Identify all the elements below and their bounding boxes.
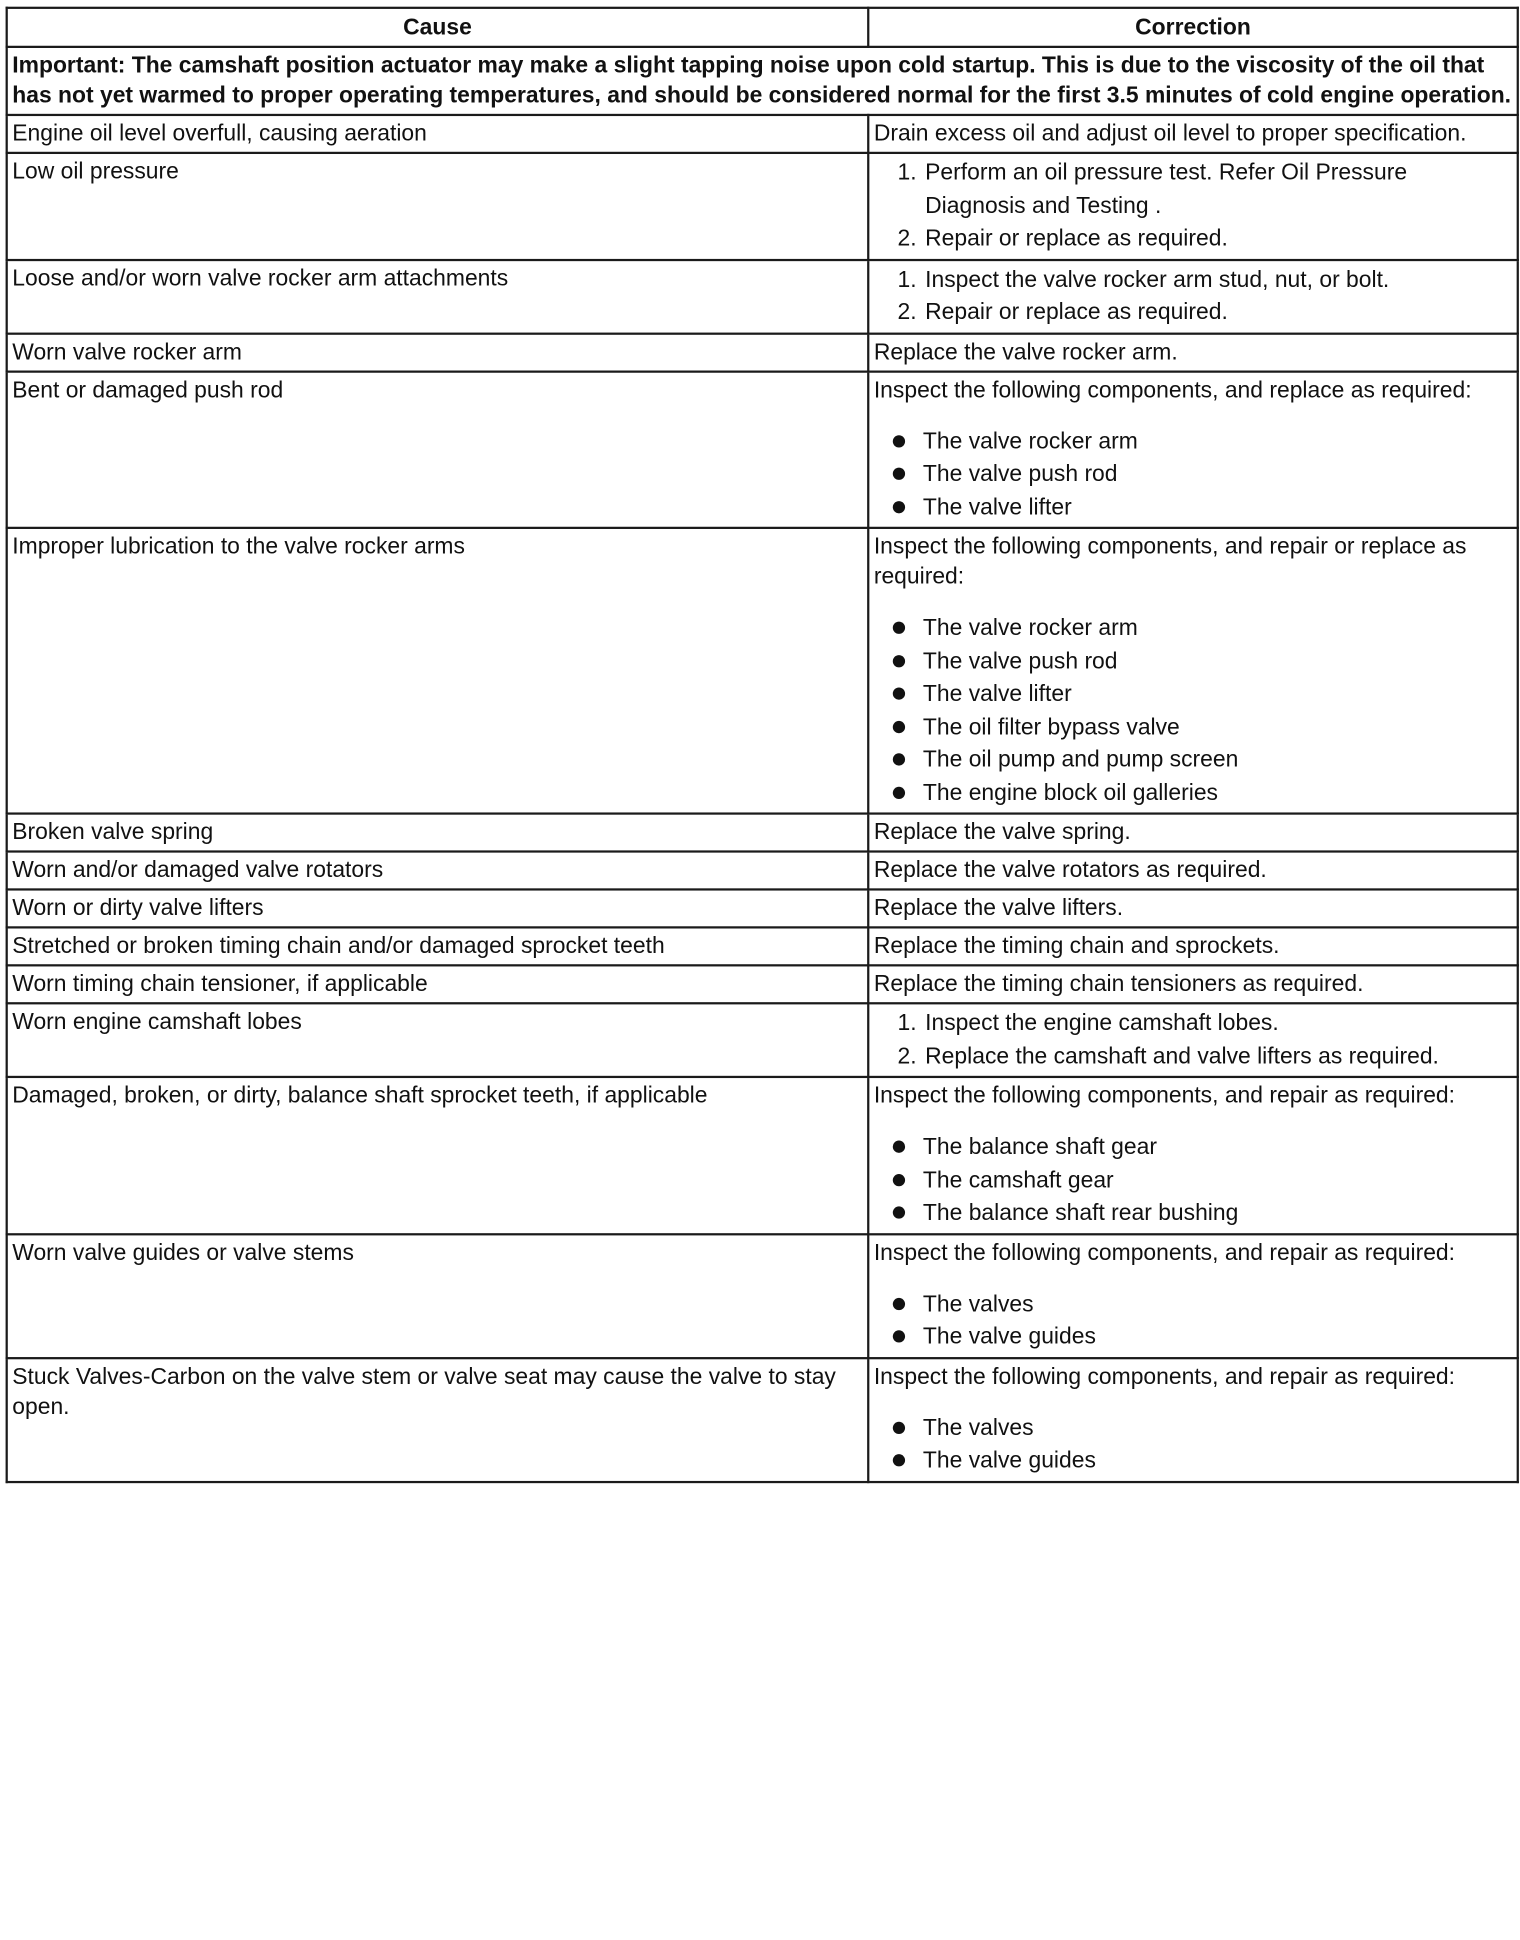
cause-cell: Improper lubrication to the valve rocker arms [7, 528, 869, 814]
table-row [7, 1358, 1518, 1482]
table-row [7, 1003, 1518, 1077]
cause-cell: Worn valve guides or valve stems [7, 1234, 869, 1358]
correction-text: Inspect the following components, and replace as required: [873, 376, 1472, 403]
component-list-item: The camshaft gear [923, 1163, 1512, 1196]
correction-text: Inspect the following components, and repair or replace as required: [873, 533, 1467, 590]
correction-text: Drain excess oil and adjust oil level to proper specification. [873, 120, 1467, 147]
table-row [7, 814, 1518, 852]
correction-text: Replace the valve lifters. [873, 895, 1124, 921]
correction-cell [868, 814, 1518, 852]
correction-cell [868, 927, 1518, 965]
table-row [7, 333, 1518, 371]
correction-text: Inspect the following components, and repair as required: [873, 1363, 1456, 1389]
correction-cell [868, 153, 1518, 260]
correction-text: Replace the valve spring. [873, 819, 1131, 845]
table-row [7, 1234, 1518, 1358]
correction-text: Replace the valve rotators as required. [873, 857, 1267, 883]
component-list-item: The oil pump and pump screen [923, 743, 1512, 776]
correction-steps [874, 156, 1512, 255]
component-list [874, 425, 1512, 524]
table-row [7, 1077, 1518, 1234]
correction-cell [868, 1003, 1518, 1077]
component-list-item: The balance shaft gear [923, 1131, 1512, 1164]
cause-cell: Low oil pressure [7, 153, 869, 260]
correction-column-header: Correction [868, 8, 1518, 47]
correction-text: Replace the valve rocker arm. [873, 338, 1178, 365]
correction-cell [868, 852, 1518, 890]
table-row [7, 927, 1518, 965]
correction-cell [868, 965, 1518, 1003]
cause-cell: Broken valve spring [7, 814, 869, 852]
table-row [7, 528, 1518, 814]
component-list-item: The oil filter bypass valve [923, 710, 1512, 743]
correction-cell [868, 1234, 1518, 1358]
component-list-item: The valve rocker arm [923, 425, 1512, 458]
component-list [874, 1131, 1512, 1230]
correction-steps [874, 1007, 1512, 1073]
table-row [7, 259, 1518, 333]
correction-cell [868, 889, 1518, 927]
cause-cell: Damaged, broken, or dirty, balance shaft sprocket teeth, if applicable [7, 1077, 869, 1234]
cause-cell: Engine oil level overfull, causing aeration [7, 115, 869, 153]
component-list-item: The valve guides [923, 1444, 1512, 1477]
correction-text: Replace the timing chain and sprockets. [873, 932, 1280, 959]
table-row [7, 889, 1518, 927]
component-list-item: The engine block oil galleries [923, 776, 1512, 809]
component-list [874, 612, 1512, 810]
component-list-item: The valve rocker arm [923, 612, 1512, 645]
component-list [874, 1411, 1512, 1477]
component-list-item: The valve push rod [923, 644, 1512, 677]
correction-text: Inspect the following components, and repair as required: [873, 1082, 1456, 1109]
table-row [7, 153, 1518, 260]
correction-text: Inspect the following components, and repair as required: [873, 1239, 1456, 1265]
component-list-item: The valves [923, 1287, 1512, 1320]
cause-cell: Bent or damaged push rod [7, 371, 869, 528]
important-note-row [7, 47, 1518, 115]
table-row [7, 371, 1518, 528]
correction-text: Replace the timing chain tensioners as required. [873, 970, 1364, 997]
cause-cell: Worn engine camshaft lobes [7, 1003, 869, 1077]
correction-step: 2. Replace the camshaft and valve lifters as required. [923, 1040, 1512, 1073]
component-list-item: The valve lifter [923, 677, 1512, 710]
component-list-item: The valve push rod [923, 458, 1512, 491]
correction-cell [868, 259, 1518, 333]
cause-column-header: Cause [7, 8, 869, 47]
table-row [7, 852, 1518, 890]
diagnosis-table [6, 7, 1519, 1483]
correction-cell [868, 1077, 1518, 1234]
correction-cell [868, 115, 1518, 153]
correction-cell [868, 333, 1518, 371]
important-note: Important: The camshaft position actuator may make a slight tapping noise upon cold startup. This is due to the viscosity of the oil that has not yet warmed to proper operating temperatures, and should be considered normal for the first 3.5 minutes of cold engine operation. [7, 47, 1518, 115]
correction-step: 1. Inspect the valve rocker arm stud, nut, or bolt. [923, 263, 1512, 296]
correction-steps [874, 263, 1512, 329]
component-list-item: The valves [923, 1411, 1512, 1444]
correction-step: 2. Repair or replace as required. [923, 222, 1512, 255]
cause-cell: Worn or dirty valve lifters [7, 889, 869, 927]
component-list-item: The valve lifter [923, 490, 1512, 523]
correction-cell [868, 371, 1518, 528]
cause-cell: Worn timing chain tensioner, if applicable [7, 965, 869, 1003]
correction-cell [868, 1358, 1518, 1482]
correction-cell [868, 528, 1518, 814]
cause-cell: Loose and/or worn valve rocker arm attachments [7, 259, 869, 333]
table-row [7, 965, 1518, 1003]
cause-cell: Worn valve rocker arm [7, 333, 869, 371]
table-row [7, 115, 1518, 153]
correction-step: 1. Perform an oil pressure test. Refer Oil Pressure Diagnosis and Testing . [923, 156, 1512, 222]
cause-cell: Stretched or broken timing chain and/or damaged sprocket teeth [7, 927, 869, 965]
component-list-item: The balance shaft rear bushing [923, 1196, 1512, 1229]
correction-step: 1. Inspect the engine camshaft lobes. [923, 1007, 1512, 1040]
component-list-item: The valve guides [923, 1320, 1512, 1353]
cause-cell: Worn and/or damaged valve rotators [7, 852, 869, 890]
correction-step: 2. Repair or replace as required. [923, 296, 1512, 329]
table-header-row [7, 8, 1518, 47]
cause-cell: Stuck Valves-Carbon on the valve stem or valve seat may cause the valve to stay open. [7, 1358, 869, 1482]
component-list [874, 1287, 1512, 1353]
